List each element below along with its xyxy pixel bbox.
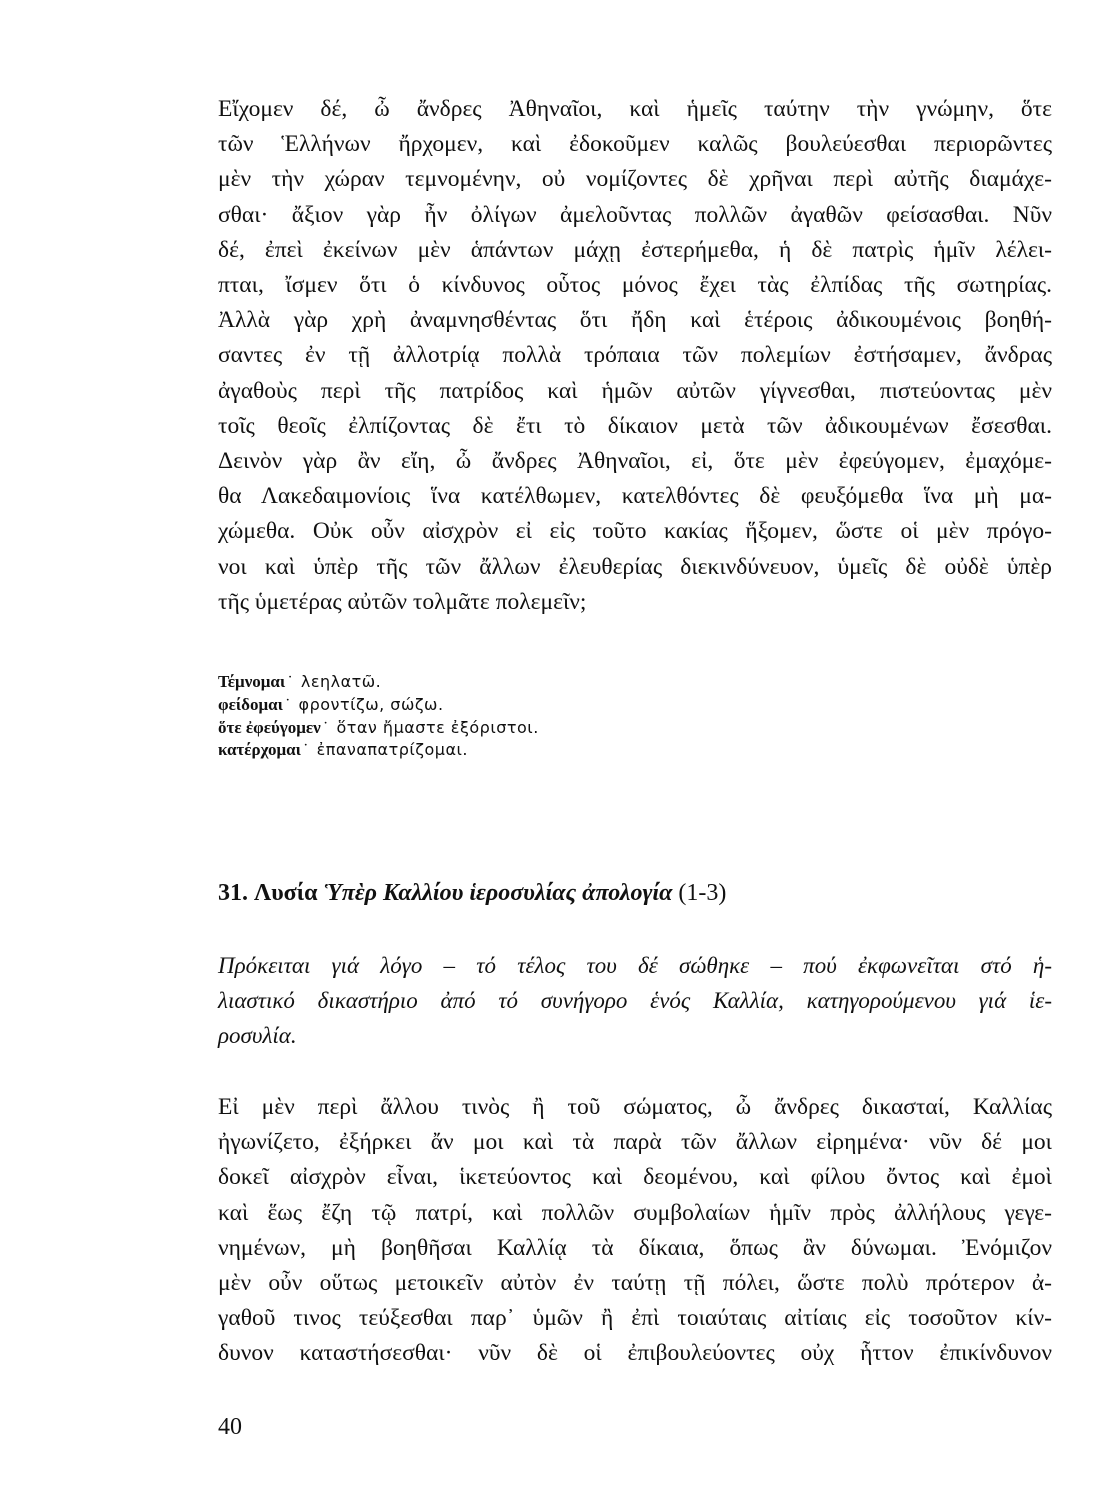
- section-number: 31.: [218, 880, 248, 906]
- page-number: 40: [218, 1414, 242, 1440]
- passage-line: Εἴχομεν δέ, ὦ ἄνδρες Ἀθηναῖοι, καὶ ἡμεῖς ταύτην τὴν γνώμην, ὅτε: [218, 96, 1052, 122]
- passage-line: θα Λακεδαιμονίοις ἵνα κατέλθωμεν, κατελθόντες δὲ φευξόμεθα ἵνα μὴ μα-: [218, 483, 1052, 510]
- section-range: (1-3): [678, 880, 727, 906]
- passage-line: ἠγωνίζετο, ἐξήρκει ἄν μοι καὶ τὰ παρὰ τῶν ἄλλων εἰρημένα· νῦν δέ μοι: [218, 1129, 1052, 1156]
- passage-line: γαθοῦ τινος τεύξεσθαι παρ᾽ ὑμῶν ἢ ἐπὶ τοιαύταις αἰτίαις εἰς τοσοῦτον κίν-: [218, 1305, 1052, 1332]
- intro-line: λιαστικό δικαστήριο ἀπό τό συνήγορο ἑνός Καλλία, κατηγορούμενου γιά ἱε-: [218, 988, 1052, 1014]
- passage-line: δέ, ἐπεὶ ἐκείνων μὲν ἁπάντων μάχῃ ἐστερήμεθα, ἡ δὲ πατρὶς ἡμῖν λέλει-: [218, 236, 1052, 263]
- passage-line: καὶ ἕως ἔζη τῷ πατρί, καὶ πολλῶν συμβολαίων ἡμῖν πρὸς ἀλλήλους γεγε-: [218, 1199, 1052, 1226]
- glossary-definition: λεηλατῶ.: [300, 672, 382, 691]
- passage-line: σθαι· ἄξιον γὰρ ἦν ὀλίγων ἀμελοῦντας πολλῶν ἀγαθῶν φείσασθαι. Νῦν: [218, 201, 1052, 228]
- passage-line: δοκεῖ αἰσχρὸν εἶναι, ἱκετεύοντος καὶ δεομένου, καὶ φίλου ὄντος καὶ ἐμοὶ: [218, 1164, 1052, 1191]
- glossary-separator: ˙: [302, 740, 309, 760]
- passage-line: τῆς ὑμετέρας αὐτῶν τολμᾶτε πολεμεῖν;: [218, 588, 587, 615]
- glossary-entry: [218, 671, 918, 694]
- glossary-definition: ἐπαναπατρίζομαι.: [316, 740, 468, 760]
- intro-line: Πρόκειται γιά λόγο – τό τέλος του δέ σώθηκε – πού ἐκφωνεῖται στό ἡ-: [218, 953, 1052, 978]
- section-author: Λυσία: [254, 880, 318, 906]
- glossary-definition: φροντίζω, σώζω.: [298, 694, 444, 714]
- glossary-entry: [218, 694, 918, 717]
- passage-line: πται, ἴσμεν ὅτι ὁ κίνδυνος οὗτος μόνος ἔχει τὰς ἐλπίδας τῆς σωτηρίας.: [218, 272, 1052, 299]
- section-title: Ὑπὲρ Καλλίου ἱεροσυλίας ἀπολογία: [323, 880, 673, 906]
- glossary-entry: [218, 739, 918, 762]
- section-heading: [218, 876, 1052, 910]
- glossary-separator: ˙: [322, 717, 329, 737]
- passage-line: νημένων, μὴ βοηθῆσαι Καλλίᾳ τὰ δίκαια, ὅπως ἂν δύνωμαι. Ἐνόμιζον: [218, 1234, 1052, 1261]
- passage-line: μὲν τὴν χώραν τεμνομένην, οὐ νομίζοντες δὲ χρῆναι περὶ αὐτῆς διαμάχε-: [218, 166, 1052, 193]
- passage-line: σαντες ἐν τῇ ἀλλοτρίᾳ πολλὰ τρόπαια τῶν πολεμίων ἐστήσαμεν, ἄνδρας: [218, 342, 1052, 369]
- glossary-term: κατέρχομαι: [218, 740, 301, 760]
- passage-line: τοῖς θεοῖς ἐλπίζοντας δὲ ἔτι τὸ δίκαιον μετὰ τῶν ἀδικουμένων ἔσεσθαι.: [218, 412, 1052, 439]
- passage-line: δυνον καταστήσεσθαι· νῦν δὲ οἱ ἐπιβουλεύοντες οὐχ ἧττον ἐπικίνδυνον: [218, 1340, 1052, 1367]
- glossary-separator: ˙: [287, 672, 293, 691]
- passage-line: Εἰ μὲν περὶ ἄλλου τινὸς ἢ τοῦ σώματος, ὦ ἄνδρες δικασταί, Καλλίας: [218, 1094, 1052, 1120]
- glossary-term: φείδομαι: [218, 694, 283, 714]
- passage-line: χώμεθα. Οὐκ οὖν αἰσχρὸν εἰ εἰς τοῦτο κακίας ἥξομεν, ὥστε οἱ μὲν πρόγο-: [218, 518, 1052, 545]
- glossary-definition: ὅταν ἤμαστε ἐξόριστοι.: [336, 717, 539, 737]
- glossary: [218, 671, 918, 762]
- glossary-term: Τέμνομαι: [218, 672, 286, 691]
- glossary-separator: ˙: [284, 694, 291, 714]
- passage-line: Ἀλλὰ γὰρ χρὴ ἀναμνησθέντας ὅτι ἤδη καὶ ἑτέροις ἀδικουμένοις βοηθή-: [218, 307, 1052, 334]
- glossary-term: ὅτε ἐφεύγομεν: [218, 717, 321, 737]
- passage-line: νοι καὶ ὑπὲρ τῆς τῶν ἄλλων ἐλευθερίας διεκινδύνευον, ὑμεῖς δὲ οὐδὲ ὑπὲρ: [218, 553, 1052, 580]
- passage-line: ἀγαθοὺς περὶ τῆς πατρίδος καὶ ἡμῶν αὐτῶν γίγνεσθαι, πιστεύοντας μὲν: [218, 377, 1052, 404]
- passage-line: Δεινὸν γὰρ ἂν εἴη, ὦ ἄνδρες Ἀθηναῖοι, εἰ, ὅτε μὲν ἐφεύγομεν, ἐμαχόμε-: [218, 448, 1052, 475]
- section-intro: [218, 948, 1052, 1054]
- greek-passage-1: [218, 92, 1052, 620]
- intro-line: ροσυλία.: [218, 1023, 297, 1049]
- glossary-entry: [218, 717, 918, 740]
- greek-passage-2: [218, 1090, 1052, 1372]
- passage-line: μὲν οὖν οὕτως μετοικεῖν αὐτὸν ἐν ταύτῃ τῇ πόλει, ὥστε πολὺ πρότερον ἀ-: [218, 1270, 1052, 1297]
- passage-line: τῶν Ἑλλήνων ἤρχομεν, καὶ ἐδοκοῦμεν καλῶς βουλεύεσθαι περιορῶντες: [218, 131, 1052, 158]
